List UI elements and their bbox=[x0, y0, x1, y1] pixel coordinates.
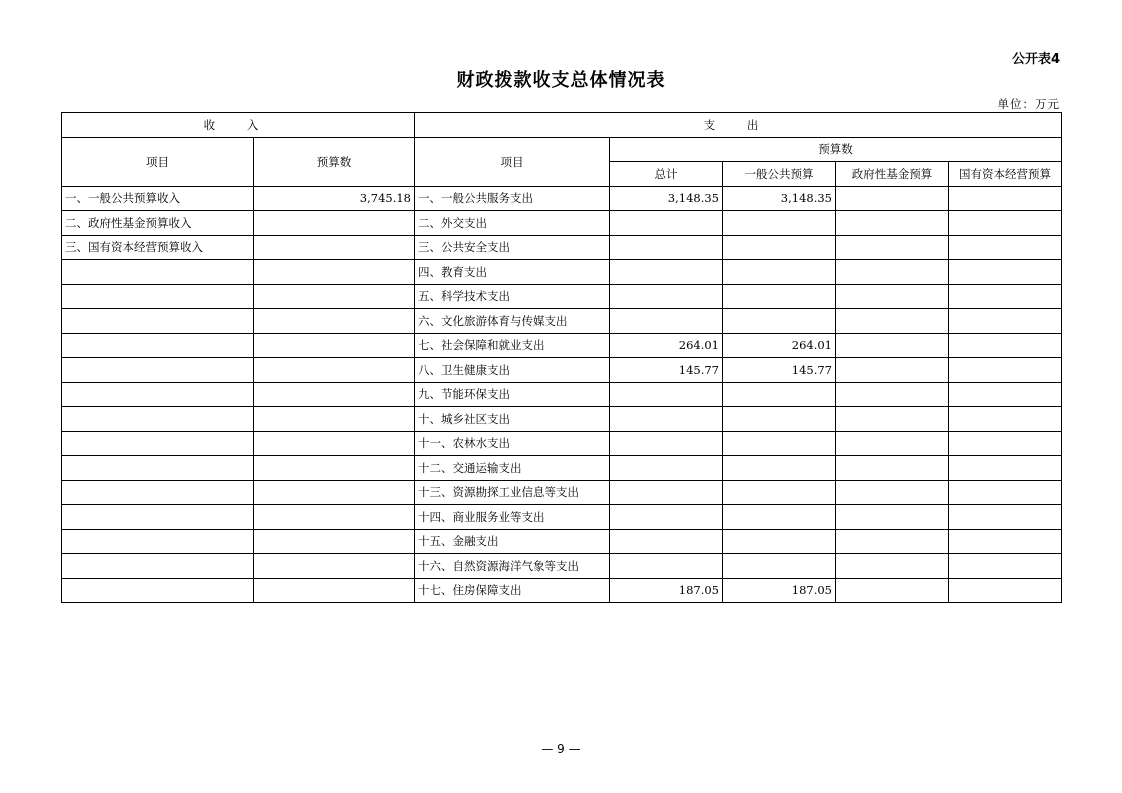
gov-fund-cell bbox=[836, 456, 949, 481]
expense-item-cell: 十六、自然资源海洋气象等支出 bbox=[415, 554, 610, 579]
general-budget-cell bbox=[723, 309, 836, 334]
expense-item-cell: 二、外交支出 bbox=[415, 211, 610, 236]
table-row bbox=[62, 382, 1062, 407]
income-item-cell: 二、政府性基金预算收入 bbox=[62, 211, 254, 236]
expense-item-cell: 三、公共安全支出 bbox=[415, 235, 610, 260]
state-capital-cell bbox=[949, 358, 1062, 383]
general-budget-cell bbox=[723, 480, 836, 505]
state-capital-cell bbox=[949, 211, 1062, 236]
total-cell bbox=[610, 505, 723, 530]
unit-label: 单位：万元 bbox=[997, 97, 1060, 111]
income-item-cell bbox=[62, 480, 254, 505]
general-budget-cell bbox=[723, 431, 836, 456]
general-budget-cell bbox=[723, 235, 836, 260]
general-budget-cell bbox=[723, 456, 836, 481]
table-row bbox=[62, 456, 1062, 481]
table-row bbox=[62, 554, 1062, 579]
income-amount-cell bbox=[254, 505, 415, 530]
gov-fund-cell bbox=[836, 260, 949, 285]
income-item-cell bbox=[62, 505, 254, 530]
table-row bbox=[62, 211, 1062, 236]
gov-fund-cell bbox=[836, 505, 949, 530]
table-row bbox=[62, 480, 1062, 505]
income-amount-header: 预算数 bbox=[254, 137, 415, 186]
income-item-cell bbox=[62, 578, 254, 603]
state-capital-cell bbox=[949, 554, 1062, 579]
table-body bbox=[62, 186, 1062, 603]
budget-table bbox=[61, 112, 1062, 603]
state-capital-cell bbox=[949, 529, 1062, 554]
general-budget-cell bbox=[723, 505, 836, 530]
total-cell bbox=[610, 235, 723, 260]
state-capital-header: 国有资本经营预算 bbox=[949, 162, 1062, 187]
total-cell: 3,148.35 bbox=[610, 186, 723, 211]
state-capital-cell bbox=[949, 480, 1062, 505]
expense-item-cell: 十一、农林水支出 bbox=[415, 431, 610, 456]
expense-item-cell: 九、节能环保支出 bbox=[415, 382, 610, 407]
table-row bbox=[62, 431, 1062, 456]
state-capital-cell bbox=[949, 456, 1062, 481]
general-budget-cell: 264.01 bbox=[723, 333, 836, 358]
income-item-cell bbox=[62, 554, 254, 579]
expense-item-cell: 十、城乡社区支出 bbox=[415, 407, 610, 432]
total-cell bbox=[610, 456, 723, 481]
income-item-cell: 一、一般公共预算收入 bbox=[62, 186, 254, 211]
income-amount-cell bbox=[254, 309, 415, 334]
header-row-2 bbox=[62, 137, 1062, 162]
income-item-header: 项目 bbox=[62, 137, 254, 186]
income-item-cell bbox=[62, 407, 254, 432]
table-row bbox=[62, 260, 1062, 285]
total-cell bbox=[610, 211, 723, 236]
total-cell bbox=[610, 284, 723, 309]
income-amount-cell bbox=[254, 211, 415, 236]
gov-fund-cell bbox=[836, 578, 949, 603]
total-cell bbox=[610, 431, 723, 456]
expense-item-cell: 十七、住房保障支出 bbox=[415, 578, 610, 603]
gov-fund-cell bbox=[836, 431, 949, 456]
expense-item-cell: 十五、金融支出 bbox=[415, 529, 610, 554]
state-capital-cell bbox=[949, 431, 1062, 456]
expense-item-cell: 五、科学技术支出 bbox=[415, 284, 610, 309]
income-amount-cell: 3,745.18 bbox=[254, 186, 415, 211]
general-budget-cell bbox=[723, 382, 836, 407]
total-cell: 264.01 bbox=[610, 333, 723, 358]
general-budget-header: 一般公共预算 bbox=[723, 162, 836, 187]
gov-fund-cell bbox=[836, 333, 949, 358]
income-amount-cell bbox=[254, 578, 415, 603]
general-budget-cell bbox=[723, 554, 836, 579]
state-capital-cell bbox=[949, 235, 1062, 260]
income-item-cell bbox=[62, 260, 254, 285]
income-header: 收 入 bbox=[62, 113, 415, 138]
gov-fund-cell bbox=[836, 211, 949, 236]
income-item-cell bbox=[62, 333, 254, 358]
income-item-cell bbox=[62, 529, 254, 554]
gov-fund-header: 政府性基金预算 bbox=[836, 162, 949, 187]
table-row bbox=[62, 186, 1062, 211]
state-capital-cell bbox=[949, 309, 1062, 334]
table-row bbox=[62, 333, 1062, 358]
gov-fund-cell bbox=[836, 529, 949, 554]
table-row bbox=[62, 529, 1062, 554]
gov-fund-cell bbox=[836, 235, 949, 260]
state-capital-cell bbox=[949, 260, 1062, 285]
total-cell bbox=[610, 309, 723, 334]
state-capital-cell bbox=[949, 186, 1062, 211]
income-amount-cell bbox=[254, 235, 415, 260]
table-row bbox=[62, 284, 1062, 309]
gov-fund-cell bbox=[836, 480, 949, 505]
general-budget-cell bbox=[723, 407, 836, 432]
state-capital-cell bbox=[949, 407, 1062, 432]
total-cell bbox=[610, 407, 723, 432]
gov-fund-cell bbox=[836, 309, 949, 334]
income-amount-cell bbox=[254, 480, 415, 505]
total-cell bbox=[610, 480, 723, 505]
document-label: 公开表4 bbox=[1011, 52, 1060, 67]
expense-header: 支 出 bbox=[415, 113, 1062, 138]
general-budget-cell bbox=[723, 260, 836, 285]
table-row bbox=[62, 407, 1062, 432]
gov-fund-cell bbox=[836, 284, 949, 309]
expense-item-cell: 十三、资源勘探工业信息等支出 bbox=[415, 480, 610, 505]
table-row bbox=[62, 235, 1062, 260]
total-cell bbox=[610, 382, 723, 407]
total-cell: 145.77 bbox=[610, 358, 723, 383]
income-amount-cell bbox=[254, 358, 415, 383]
table-row bbox=[62, 505, 1062, 530]
expense-item-cell: 四、教育支出 bbox=[415, 260, 610, 285]
table-row bbox=[62, 578, 1062, 603]
income-item-cell bbox=[62, 431, 254, 456]
total-cell bbox=[610, 529, 723, 554]
total-header: 总计 bbox=[610, 162, 723, 187]
income-item-cell bbox=[62, 358, 254, 383]
general-budget-cell bbox=[723, 284, 836, 309]
general-budget-cell: 3,148.35 bbox=[723, 186, 836, 211]
table-row bbox=[62, 358, 1062, 383]
expense-item-cell: 十四、商业服务业等支出 bbox=[415, 505, 610, 530]
state-capital-cell bbox=[949, 333, 1062, 358]
income-amount-cell bbox=[254, 554, 415, 579]
expense-item-cell: 八、卫生健康支出 bbox=[415, 358, 610, 383]
general-budget-cell bbox=[723, 529, 836, 554]
income-item-cell: 三、国有资本经营预算收入 bbox=[62, 235, 254, 260]
page-number: — 9 — bbox=[541, 742, 581, 756]
gov-fund-cell bbox=[836, 358, 949, 383]
income-item-cell bbox=[62, 382, 254, 407]
general-budget-cell: 145.77 bbox=[723, 358, 836, 383]
document-title: 财政拨款收支总体情况表 bbox=[456, 70, 666, 91]
income-item-cell bbox=[62, 456, 254, 481]
state-capital-cell bbox=[949, 284, 1062, 309]
general-budget-cell bbox=[723, 211, 836, 236]
state-capital-cell bbox=[949, 578, 1062, 603]
income-amount-cell bbox=[254, 382, 415, 407]
budget-group-header: 预算数 bbox=[610, 137, 1062, 162]
state-capital-cell bbox=[949, 382, 1062, 407]
total-cell bbox=[610, 260, 723, 285]
income-amount-cell bbox=[254, 431, 415, 456]
state-capital-cell bbox=[949, 505, 1062, 530]
expense-item-cell: 六、文化旅游体育与传媒支出 bbox=[415, 309, 610, 334]
income-amount-cell bbox=[254, 529, 415, 554]
income-amount-cell bbox=[254, 260, 415, 285]
income-amount-cell bbox=[254, 407, 415, 432]
gov-fund-cell bbox=[836, 382, 949, 407]
income-item-cell bbox=[62, 284, 254, 309]
income-amount-cell bbox=[254, 333, 415, 358]
income-item-cell bbox=[62, 309, 254, 334]
general-budget-cell: 187.05 bbox=[723, 578, 836, 603]
income-amount-cell bbox=[254, 284, 415, 309]
table-row bbox=[62, 309, 1062, 334]
gov-fund-cell bbox=[836, 554, 949, 579]
income-amount-cell bbox=[254, 456, 415, 481]
expense-item-cell: 一、一般公共服务支出 bbox=[415, 186, 610, 211]
total-cell bbox=[610, 554, 723, 579]
expense-item-header: 项目 bbox=[415, 137, 610, 186]
total-cell: 187.05 bbox=[610, 578, 723, 603]
gov-fund-cell bbox=[836, 407, 949, 432]
expense-item-cell: 十二、交通运输支出 bbox=[415, 456, 610, 481]
gov-fund-cell bbox=[836, 186, 949, 211]
expense-item-cell: 七、社会保障和就业支出 bbox=[415, 333, 610, 358]
header-row-1 bbox=[62, 113, 1062, 138]
